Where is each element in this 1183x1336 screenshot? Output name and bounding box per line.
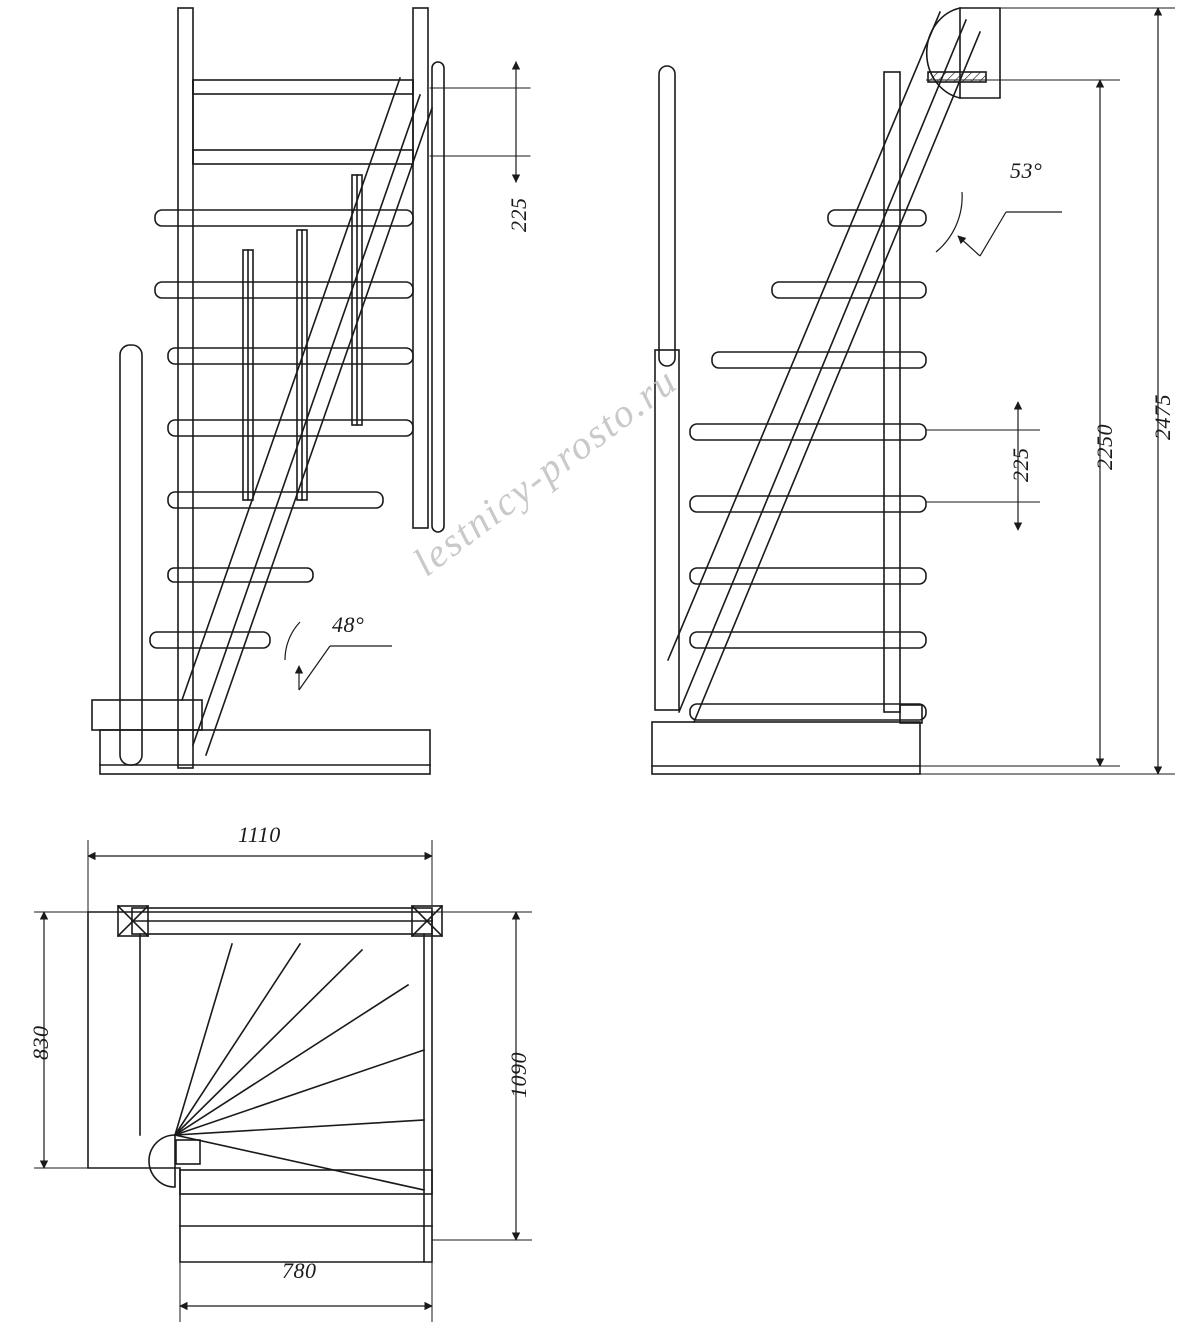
side-angle-leader (936, 192, 1062, 256)
dimension-label-side-angle: 53° (1010, 158, 1043, 183)
watermark-text: lestnicy-prosto.ru (404, 357, 686, 585)
dimension-label-overall-height: 2475 (1150, 394, 1175, 440)
dimension-label-plan-depth-right: 1090 (506, 1052, 531, 1098)
dimension-label-front-angle: 48° (332, 612, 365, 637)
dimension-label-plan-width: 1110 (238, 822, 281, 847)
front-dimension-225 (430, 62, 530, 182)
front-elevation-view (92, 8, 444, 774)
plan-dimension-1110 (88, 840, 432, 912)
side-dimension-2475 (920, 8, 1175, 774)
dimension-label-front-riser: 225 (506, 197, 531, 232)
plan-view (88, 906, 442, 1262)
dimension-label-side-riser: 225 (1008, 447, 1033, 482)
dimension-label-plan-bottom-width: 780 (282, 1258, 317, 1283)
dimension-label-plan-depth-left: 830 (28, 1025, 53, 1060)
dimension-label-total-height: 2250 (1092, 424, 1117, 470)
side-elevation-view (652, 8, 1000, 774)
